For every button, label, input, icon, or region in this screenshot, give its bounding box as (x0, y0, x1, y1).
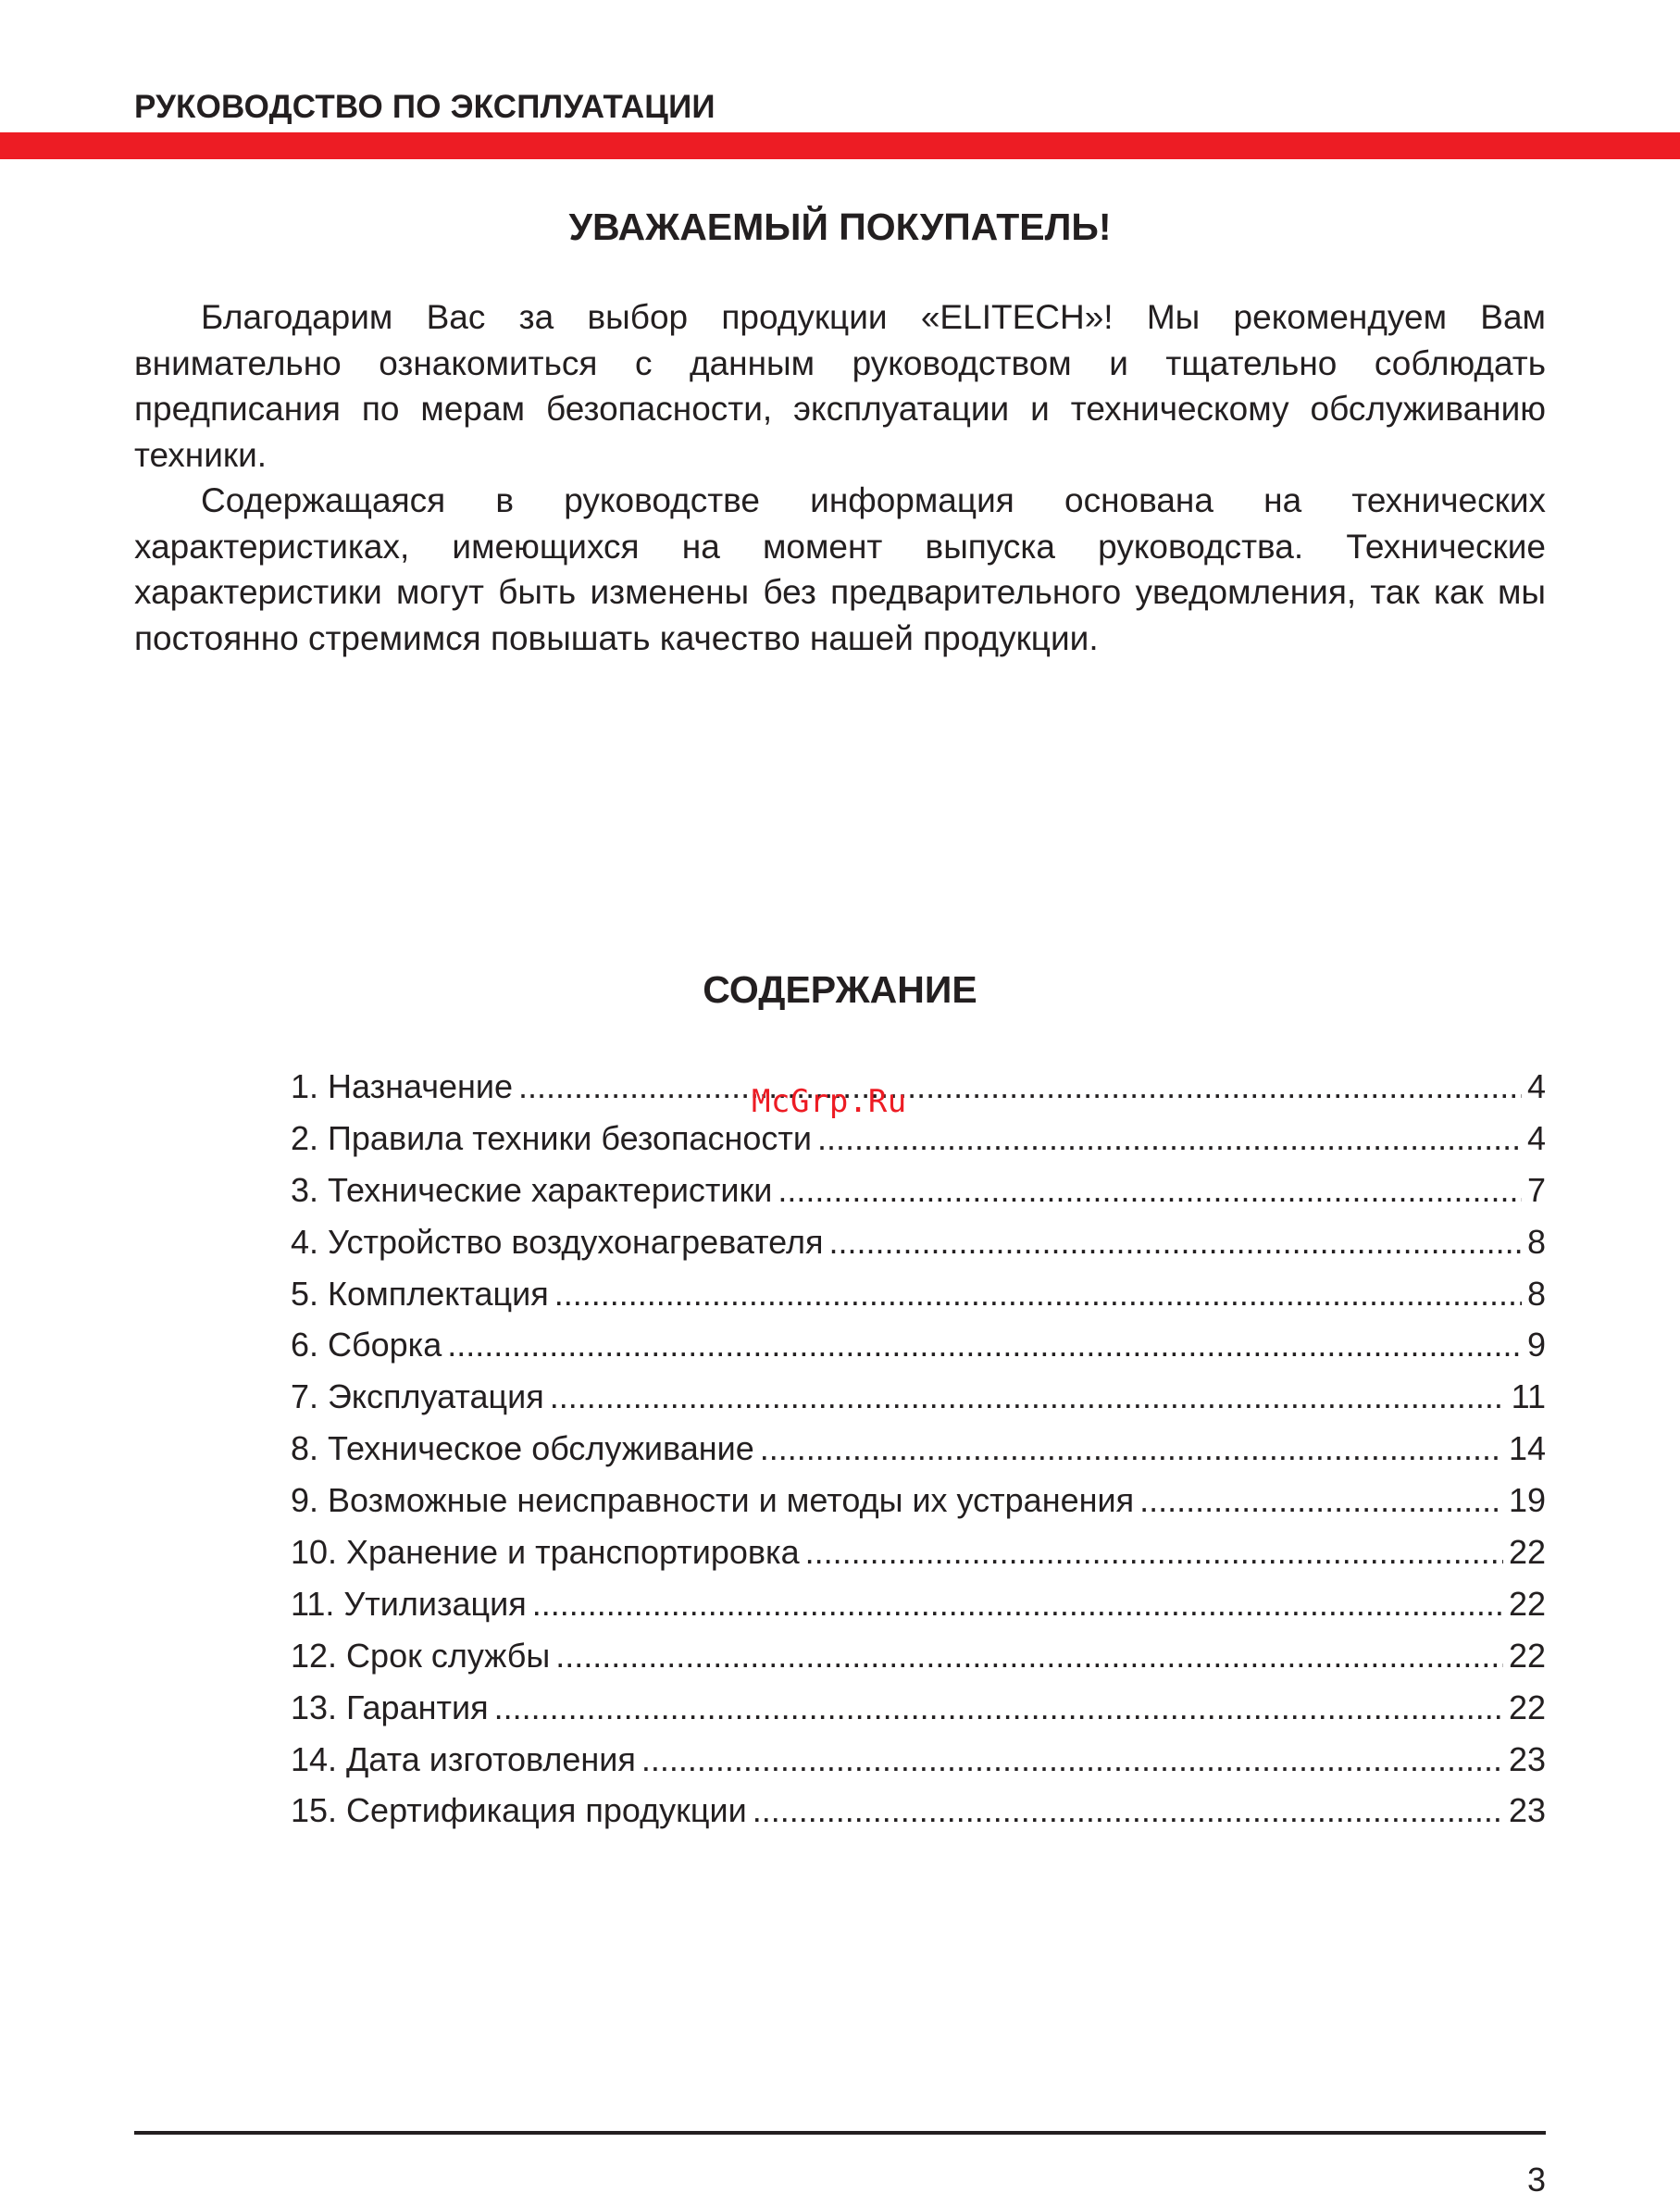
intro-paragraph: Содержащаяся в руководстве информация основана на технических характеристиках, имеющихся на момент выпуска руководства. Технические характеристики могут быть изменены без предварительного уведомления, так как мы постоянно стремимся повышать качество нашей продукции. (134, 481, 1546, 657)
toc-entry (291, 1322, 1546, 1374)
toc-entry-page: 4 (1526, 1067, 1546, 1105)
page-number: 3 (1526, 2161, 1546, 2199)
intro-paragraph: Благодарим Вас за выбор продукции «ELITECH»! Мы рекомендуем Вам внимательно ознакомиться с данным руководством и тщательно соблюдать предписания по мерам безопасности, эксплуатации и техническому обслуживанию техники. (134, 298, 1546, 474)
toc-heading: СОДЕРЖАНИЕ (703, 968, 977, 1011)
toc-dot-leader (1139, 1477, 1503, 1524)
toc-dot-leader (778, 1167, 1522, 1214)
toc-entry (291, 1426, 1546, 1477)
toc-entry-title: 2. Правила техники безопасности (291, 1118, 812, 1157)
toc-dot-leader (447, 1322, 1522, 1368)
toc-entry-page: 23 (1508, 1791, 1546, 1830)
toc-entry-title: 11. Утилизация (291, 1584, 527, 1623)
toc-entry-page: 8 (1526, 1274, 1546, 1313)
toc-entry (291, 1737, 1546, 1788)
toc-entry-page: 4 (1526, 1118, 1546, 1157)
intro-text (134, 294, 1546, 661)
toc-dot-leader (550, 1374, 1506, 1420)
toc-entry (291, 1115, 1546, 1167)
toc-entry-title: 7. Эксплуатация (291, 1377, 544, 1416)
toc-entry-title: 5. Комплектация (291, 1274, 549, 1313)
toc-dot-leader (828, 1219, 1521, 1265)
toc-entry-page: 23 (1508, 1739, 1546, 1778)
toc-entry-title: 10. Хранение и транспортировка (291, 1533, 800, 1572)
toc-dot-leader (494, 1685, 1503, 1731)
greeting-title: УВАЖАЕМЫЙ ПОКУПАТЕЛЬ! (568, 206, 1112, 248)
toc-entry-title: 13. Гарантия (291, 1688, 489, 1726)
toc-entry-page: 9 (1526, 1326, 1546, 1364)
toc-dot-leader (805, 1529, 1503, 1576)
toc-entry-title: 12. Срок службы (291, 1636, 551, 1675)
toc-entry-page: 22 (1508, 1636, 1546, 1675)
document-header-title: РУКОВОДСТВО ПО ЭКСПЛУАТАЦИИ (134, 89, 716, 125)
toc-entry-title: 1. Назначение (291, 1067, 514, 1105)
toc-entry (291, 1219, 1546, 1271)
toc-entry (291, 1271, 1546, 1323)
toc-entry-title: 14. Дата изготовления (291, 1739, 636, 1778)
toc-entry-page: 14 (1508, 1429, 1546, 1468)
toc-entry-title: 3. Технические характеристики (291, 1170, 773, 1209)
toc-entry-title: 9. Возможные неисправности и методы их устранения (291, 1481, 1135, 1520)
toc-entry-page: 22 (1508, 1688, 1546, 1726)
toc-entry-title: 8. Техническое обслуживание (291, 1429, 754, 1468)
toc-dot-leader (555, 1633, 1503, 1679)
toc-entry (291, 1581, 1546, 1633)
header-accent-bar (0, 132, 1680, 159)
toc-dot-leader (817, 1115, 1522, 1162)
toc-entry (291, 1788, 1546, 1839)
toc-entry-page: 7 (1526, 1170, 1546, 1209)
toc-entry (291, 1167, 1546, 1219)
toc-entry-page: 11 (1511, 1377, 1546, 1416)
toc-entry-title: 4. Устройство воздухонагревателя (291, 1222, 824, 1261)
toc-dot-leader (532, 1581, 1503, 1627)
toc-dot-leader (760, 1426, 1503, 1472)
toc-entry (291, 1477, 1546, 1529)
table-of-contents (291, 1064, 1546, 1839)
toc-entry-page: 22 (1508, 1584, 1546, 1623)
toc-entry (291, 1374, 1546, 1426)
toc-entry-title: 15. Сертификация продукции (291, 1791, 747, 1830)
toc-entry-title: 6. Сборка (291, 1326, 442, 1364)
toc-entry-page: 22 (1508, 1533, 1546, 1572)
toc-entry-page: 8 (1526, 1222, 1546, 1261)
toc-dot-leader (554, 1271, 1522, 1317)
toc-entry (291, 1633, 1546, 1685)
toc-entry (291, 1685, 1546, 1737)
toc-entry (291, 1529, 1546, 1581)
footer-divider (134, 2131, 1546, 2135)
toc-entry (291, 1064, 1546, 1115)
toc-entry-page: 19 (1508, 1481, 1546, 1520)
toc-dot-leader (518, 1064, 1522, 1110)
toc-dot-leader (641, 1737, 1503, 1783)
toc-dot-leader (753, 1788, 1503, 1834)
watermark: McGrp.Ru (752, 1083, 907, 1120)
